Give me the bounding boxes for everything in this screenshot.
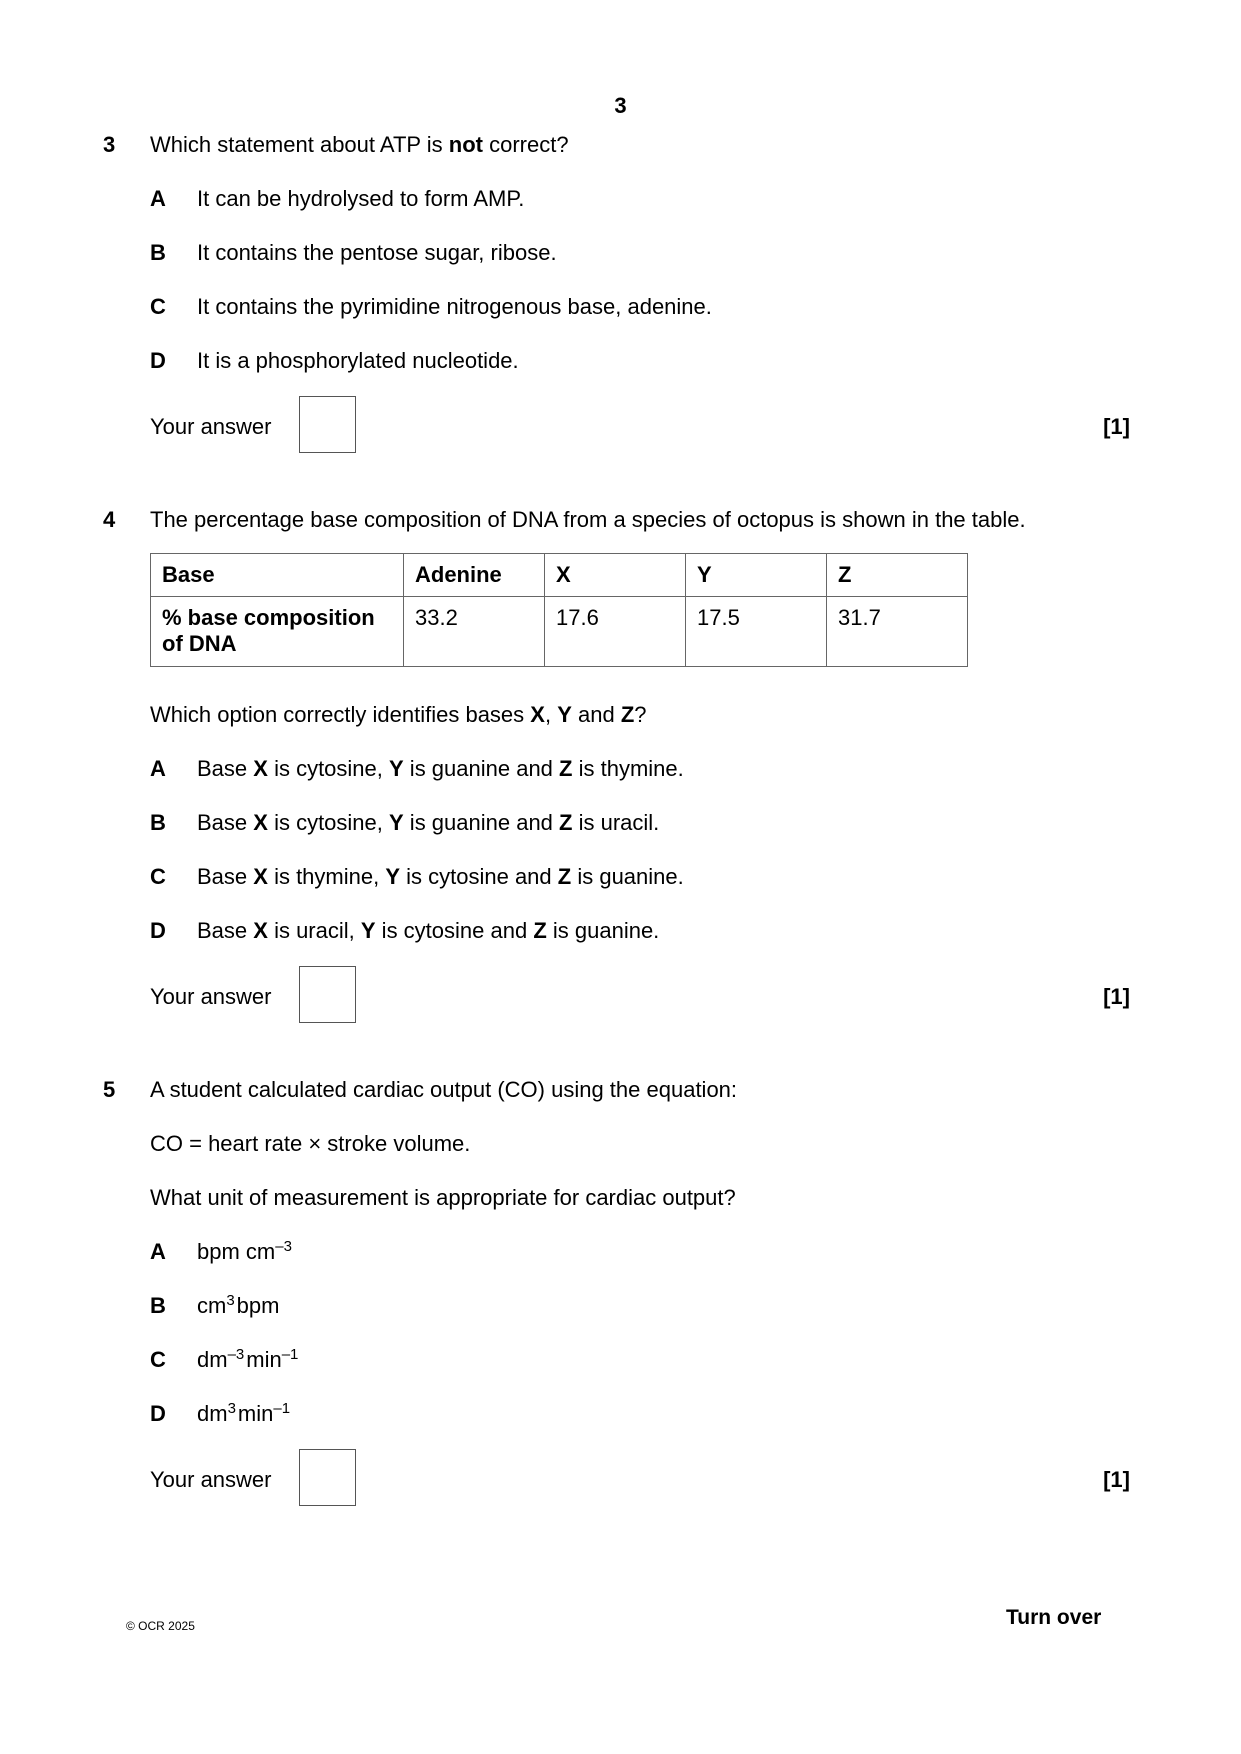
question-5-prompt: What unit of measurement is appropriate for cardiac output? — [150, 1185, 736, 1210]
question-3-number: 3 — [103, 132, 116, 157]
q5-answer-label: Your answer — [150, 1467, 272, 1492]
q5-option-c-letter: C — [150, 1347, 166, 1372]
question-3-stem: Which statement about ATP is not correct? — [150, 132, 569, 157]
table-row — [151, 597, 968, 667]
question-4-number: 4 — [103, 507, 116, 532]
q3-marks: [1] — [1103, 414, 1130, 439]
table-header-cell: Adenine — [404, 554, 545, 597]
q5-option-b-text: $cm^3bpm$ — [197, 1291, 280, 1318]
q3-option-c-text: It contains the pyrimidine nitrogenous base, adenine. — [197, 294, 712, 319]
table-header-cell: Z — [827, 554, 968, 597]
q4-answer-label: Your answer — [150, 984, 272, 1009]
question-5-equation: CO = heart rate × stroke volume. — [150, 1131, 471, 1156]
table-header-cell: Y — [686, 554, 827, 597]
q4-option-a-text: Base X is cytosine, Y is guanine and Z is thymine. — [197, 756, 684, 781]
q5-answer-box[interactable] — [299, 1449, 356, 1506]
table-header-cell: X — [545, 554, 686, 597]
q5-option-c-text: $dm^{-3}\min^{-1}$ — [197, 1345, 299, 1372]
q3-option-a-letter: A — [150, 186, 166, 211]
base-composition-table — [150, 553, 968, 667]
table-cell: 17.6 — [545, 597, 686, 667]
q4-answer-box[interactable] — [299, 966, 356, 1023]
table-cell: 31.7 — [827, 597, 968, 667]
q4-option-d-text: Base X is uracil, Y is cytosine and Z is guanine. — [197, 918, 660, 943]
table-header-cell: Base — [151, 554, 404, 597]
q4-option-c-text: Base X is thymine, Y is cytosine and Z is guanine. — [197, 864, 684, 889]
question-5-number: 5 — [103, 1077, 116, 1102]
q3-answer-label: Your answer — [150, 414, 272, 439]
q4-option-b-text: Base X is cytosine, Y is guanine and Z is uracil. — [197, 810, 660, 835]
q3-option-d-text: It is a phosphorylated nucleotide. — [197, 348, 519, 373]
question-4-prompt: Which option correctly identifies bases X, Y and Z? — [150, 702, 647, 727]
q4-option-d-letter: D — [150, 918, 166, 943]
question-5-stem: A student calculated cardiac output (CO) using the equation: — [150, 1077, 738, 1102]
table-header-row — [151, 554, 968, 597]
q3-option-b-text: It contains the pentose sugar, ribose. — [197, 240, 557, 265]
q4-option-a-letter: A — [150, 756, 166, 781]
q5-option-d-letter: D — [150, 1401, 166, 1426]
question-4-stem: The percentage base composition of DNA from a species of octopus is shown in the table. — [150, 507, 1026, 532]
copyright-notice: © OCR 2025 — [126, 1619, 195, 1633]
q4-option-b-letter: B — [150, 810, 166, 835]
q4-marks: [1] — [1103, 984, 1130, 1009]
q5-marks: [1] — [1103, 1467, 1130, 1492]
table-cell: 17.5 — [686, 597, 827, 667]
q3-option-b-letter: B — [150, 240, 166, 265]
q5-option-b-letter: B — [150, 1293, 166, 1318]
q5-option-a-text: bpm $cm^{-3}$ — [197, 1237, 292, 1264]
page-number: 3 — [614, 93, 627, 118]
table-cell: 33.2 — [404, 597, 545, 667]
turn-over-label: Turn over — [1006, 1606, 1102, 1629]
q4-option-c-letter: C — [150, 864, 166, 889]
q5-option-a-letter: A — [150, 1239, 166, 1264]
table-row-label: % base composition of DNA — [151, 597, 404, 667]
q3-answer-box[interactable] — [299, 396, 356, 453]
q3-option-d-letter: D — [150, 348, 166, 373]
q3-option-c-letter: C — [150, 294, 166, 319]
q3-option-a-text: It can be hydrolysed to form AMP. — [197, 186, 525, 211]
q5-option-d-text: $dm^3\min^{-1}$ — [197, 1399, 291, 1426]
